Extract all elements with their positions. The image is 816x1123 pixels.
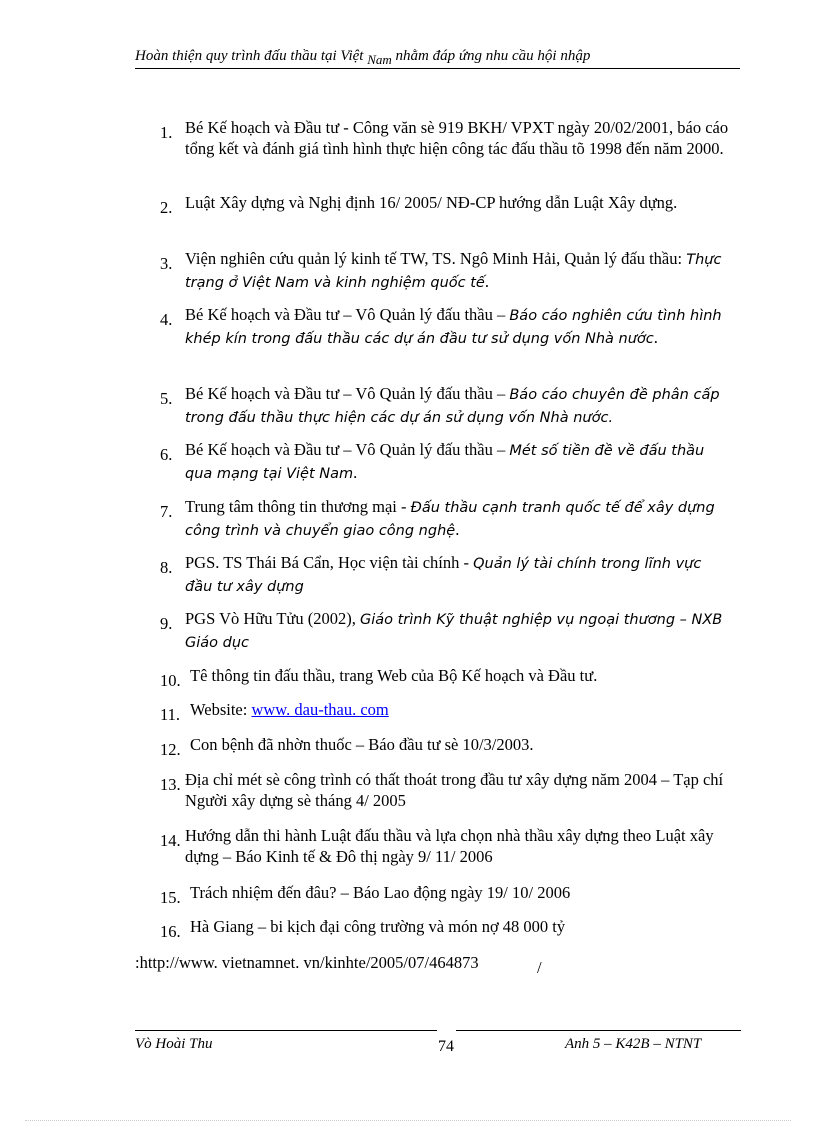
reference-title: Báo cáo nghiên cứu tình hình khép kín trong đấu thầu các dự án đầu tư sử dụng vốn Nhà nước [185, 308, 722, 347]
reference-item-14 [160, 825, 730, 867]
url-slash: / [537, 958, 542, 977]
reference-number: 3. [160, 254, 173, 273]
reference-text: PGS Vò Hữu Tửu (2002), [185, 609, 360, 628]
reference-number: 13. [160, 775, 181, 794]
reference-number: 7. [160, 502, 173, 521]
reference-text: Bé Kế hoạch và Đầu tư – Vô Quản lý đấu thầu – [185, 384, 510, 403]
reference-item-9 [160, 608, 730, 654]
reference-tail: . [353, 463, 358, 482]
reference-number: 2. [160, 198, 173, 217]
reference-item-7 [160, 496, 730, 542]
reference-item-1 [160, 117, 730, 161]
reference-text: Luật Xây dựng và Nghị định 16/ 2005/ NĐ-CP hướng dẫn Luật Xây dựng. [185, 193, 678, 212]
reference-number: 4. [160, 310, 173, 329]
page-number: 74 [438, 1038, 454, 1055]
header-text-part3: nhằm đáp ứng nhu cầu hội nhập [391, 48, 591, 64]
header-text-part2: Nam [367, 52, 392, 67]
footer-class: Anh 5 – K42B – NTNT [565, 1036, 702, 1052]
reference-number: 11. [160, 705, 181, 724]
reference-tail: . [653, 328, 658, 347]
reference-tail: . [455, 520, 460, 539]
reference-item-5 [160, 383, 730, 429]
reference-item-4 [160, 304, 730, 350]
reference-title: Thực trạng ở Việt Nam và kinh nghiệm quốc tế [185, 252, 722, 291]
reference-title: Giáo trình Kỹ thuật nghiệp vụ ngoại thương – NXB Giáo dục [185, 612, 723, 651]
reference-text: Bé Kế hoạch và Đầu tư – Vô Quản lý đấu thầu – [185, 305, 510, 324]
reference-number: 6. [160, 445, 173, 464]
reference-text: Website: [190, 700, 252, 719]
footer-divider-right [456, 1030, 741, 1031]
reference-text: Trung tâm thông tin thương mại - [185, 497, 411, 516]
reference-text: PGS. TS Thái Bá Cẩn, Học viện tài chính - [185, 553, 474, 572]
source-url-line [135, 952, 542, 977]
reference-text: Con bệnh đã nhờn thuốc – Báo đầu tư sè 10/3/2003. [190, 735, 534, 754]
reference-text: Hà Giang – bi kịch đại công trường và món nợ 48 000 tỷ [190, 917, 566, 936]
footer-author: Vò Hoài Thu [135, 1036, 213, 1052]
reference-number: 5. [160, 389, 173, 408]
reference-item-12 [160, 734, 735, 759]
footer-divider-left [135, 1030, 437, 1031]
running-header [135, 46, 740, 69]
reference-text: Viện nghiên cứu quản lý kinh tế TW, TS. Ngô Minh Hải, Quản lý đấu thầu: [185, 249, 687, 268]
reference-item-13 [160, 769, 730, 811]
source-url: :http://www. vietnamnet. vn/kinhte/2005/07/464873 [135, 953, 479, 972]
reference-title: Báo cáo chuyên đề phân cấp trong đấu thầu thực hiện các dự án sử dụng vốn Nhà nước. [185, 387, 720, 426]
page-edge-divider [25, 1120, 791, 1121]
reference-item-2 [160, 192, 730, 217]
reference-number: 8. [160, 558, 173, 577]
reference-item-10 [160, 665, 735, 690]
reference-number: 9. [160, 614, 173, 633]
reference-title: Mét số tiền đề về đấu thầu qua mạng tại Việt Nam [185, 443, 705, 482]
reference-item-16 [160, 916, 735, 941]
reference-item-15 [160, 882, 735, 907]
reference-title: Đấu thầu cạnh tranh quốc tế để xây dựng công trình và chuyển giao công nghệ [185, 500, 715, 539]
reference-text: Bé Kế hoạch và Đầu tư - Công văn sè 919 BKH/ VPXT ngày 20/02/2001, báo cáo tổng kết và đánh giá tình hình thực hiện công tác đấu thầu tõ 1998 đến năm 2000. [185, 118, 729, 158]
reference-text: Tê thông tin đấu thầu, trang Web của Bộ Kế hoạch và Đầu tư. [190, 666, 598, 685]
reference-number: 10. [160, 671, 181, 690]
reference-title: Quản lý tài chính trong lĩnh vực đầu tư xây dựng [185, 556, 702, 595]
reference-text: Địa chỉ mét sè công trình có thất thoát trong đầu tư xây dựng năm 2004 – Tạp chí Người xây dựng sè tháng 4/ 2005 [185, 770, 724, 810]
website-link[interactable]: www. dau-thau. com [251, 700, 389, 719]
reference-number: 12. [160, 740, 181, 759]
header-text-part1: Hoàn thiện quy trình đấu thầu tại Việt [135, 48, 368, 64]
reference-number: 16. [160, 922, 181, 941]
reference-number: 15. [160, 888, 181, 907]
reference-number: 14. [160, 831, 181, 850]
reference-text: Trách nhiệm đến đâu? – Báo Lao động ngày 19/ 10/ 2006 [190, 883, 571, 902]
reference-number: 1. [160, 123, 173, 142]
reference-text: Hướng dẫn thi hành Luật đấu thầu và lựa chọn nhà thầu xây dựng theo Luật xây dựng – Báo Kinh tế & Đô thị ngày 9/ 11/ 2006 [185, 826, 714, 866]
reference-item-6 [160, 439, 730, 485]
reference-tail: . [484, 272, 489, 291]
reference-item-8 [160, 552, 730, 598]
reference-item-11 [160, 699, 735, 724]
reference-text: Bé Kế hoạch và Đầu tư – Vô Quản lý đấu thầu – [185, 440, 510, 459]
reference-item-3 [160, 248, 730, 294]
